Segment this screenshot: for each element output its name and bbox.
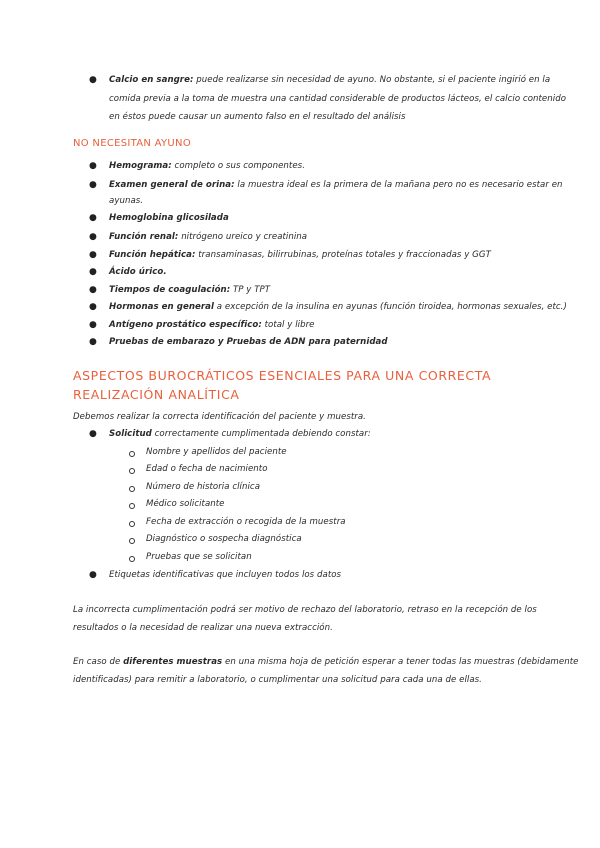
item-term: Tiempos de coagulación:: [109, 285, 231, 295]
aspectos-heading-line-1: ASPECTOS BUROCRÁTICOS ESENCIALES PARA UNA CORRECTA: [73, 368, 492, 383]
etiquetas-item: Etiquetas identificativas que incluyen todos los datos: [109, 570, 342, 580]
no-ayuno-item: [109, 266, 167, 278]
aspectos-heading-line-2: REALIZACIÓN ANALÍTICA: [73, 387, 240, 402]
paragraph-2-line-1: [73, 656, 578, 668]
no-ayuno-item: [109, 179, 563, 191]
no-ayuno-item-continuation: ayunas.: [109, 196, 144, 206]
sub-item: Médico solicitante: [146, 499, 225, 509]
no-ayuno-heading: NO NECESITAN AYUNO: [73, 138, 192, 149]
bullet-icon: ●: [89, 180, 97, 190]
aspectos-intro: Debemos realizar la correcta identificación del paciente y muestra.: [73, 412, 366, 422]
bullet-icon: ●: [89, 232, 97, 242]
item-text: completo o sus componentes.: [171, 161, 305, 171]
bullet-icon: ●: [89, 337, 97, 347]
sub-item: Edad o fecha de nacimiento: [146, 464, 268, 474]
sub-item: Fecha de extracción o recogida de la muestra: [146, 517, 346, 527]
bullet-icon: ●: [89, 570, 97, 580]
item-term: Ácido úrico.: [109, 267, 167, 277]
item-text: a excepción de la insulina en ayunas (función tiroidea, hormonas sexuales, etc.): [214, 302, 567, 312]
bullet-icon: ●: [89, 429, 97, 439]
solicitud-item: [109, 428, 371, 440]
item-term: Función renal:: [109, 232, 179, 242]
item-term: Hemoglobina glicosilada: [109, 213, 229, 223]
paragraph-2-line-2: identificadas) para remitir a laboratorio, o cumplimentar una solicitud para cada una de ellas.: [73, 675, 482, 685]
circle-bullet-icon: [129, 521, 135, 527]
calcio-line-1: [109, 74, 550, 86]
paragraph-2-bold: diferentes muestras: [123, 657, 223, 667]
item-text: transaminasas, bilirrubinas, proteínas totales y fraccionadas y GGT: [195, 250, 491, 260]
item-term: Hemograma:: [109, 161, 172, 171]
no-ayuno-item: [109, 212, 229, 224]
item-text: total y libre: [261, 320, 315, 330]
sub-item: Diagnóstico o sospecha diagnóstica: [146, 534, 302, 544]
sub-item: Número de historia clínica: [146, 482, 261, 492]
calcio-line-2: comida previa a la toma de muestra una cantidad considerable de productos lácteos, el calcio contenido: [109, 94, 567, 104]
item-term: Función hepática:: [109, 250, 196, 260]
bullet-icon: ●: [89, 75, 97, 85]
paragraph-2-post: en una misma hoja de petición esperar a tener todas las muestras (debidamente: [222, 657, 579, 667]
calcio-text-1: puede realizarse sin necesidad de ayuno. No obstante, si el paciente ingirió en la: [193, 75, 551, 85]
sub-item: Pruebas que se solicitan: [146, 552, 252, 562]
paragraph-1-line-2: resultados o la necesidad de realizar una nueva extracción.: [73, 623, 333, 633]
no-ayuno-item: [109, 231, 307, 243]
bullet-icon: ●: [89, 161, 97, 171]
no-ayuno-item: [109, 249, 491, 261]
no-ayuno-item: [109, 284, 270, 296]
item-text: la muestra ideal es la primera de la mañana pero no es necesario estar en: [234, 180, 563, 190]
calcio-line-3: en éstos puede causar un aumento falso en el resultado del análisis: [109, 112, 406, 122]
sub-item: Nombre y apellidos del paciente: [146, 447, 287, 457]
solicitud-term: Solicitud: [109, 429, 152, 439]
item-term: Pruebas de embarazo y Pruebas de ADN para paternidad: [109, 337, 388, 347]
item-term: Antígeno prostático específico:: [109, 320, 262, 330]
item-term: Examen general de orina:: [109, 180, 235, 190]
circle-bullet-icon: [129, 451, 135, 457]
circle-bullet-icon: [129, 556, 135, 562]
no-ayuno-item: [109, 319, 315, 331]
no-ayuno-item: [109, 336, 388, 348]
circle-bullet-icon: [129, 503, 135, 509]
bullet-icon: ●: [89, 320, 97, 330]
bullet-icon: ●: [89, 250, 97, 260]
circle-bullet-icon: [129, 468, 135, 474]
bullet-icon: ●: [89, 213, 97, 223]
no-ayuno-item: [109, 160, 305, 172]
paragraph-1-line-1: La incorrecta cumplimentación podrá ser motivo de rechazo del laboratorio, retraso en la recepción de los: [73, 605, 537, 615]
solicitud-text: correctamente cumplimentada debiendo constar:: [151, 429, 371, 439]
circle-bullet-icon: [129, 538, 135, 544]
calcio-term: Calcio en sangre:: [109, 75, 194, 85]
paragraph-2-pre: En caso de: [73, 657, 124, 667]
no-ayuno-item: [109, 301, 567, 313]
item-text: nitrógeno ureico y creatinina: [178, 232, 308, 242]
bullet-icon: ●: [89, 285, 97, 295]
item-text: TP y TPT: [230, 285, 271, 295]
bullet-icon: ●: [89, 267, 97, 277]
item-term: Hormonas en general: [109, 302, 215, 312]
bullet-icon: ●: [89, 302, 97, 312]
circle-bullet-icon: [129, 486, 135, 492]
